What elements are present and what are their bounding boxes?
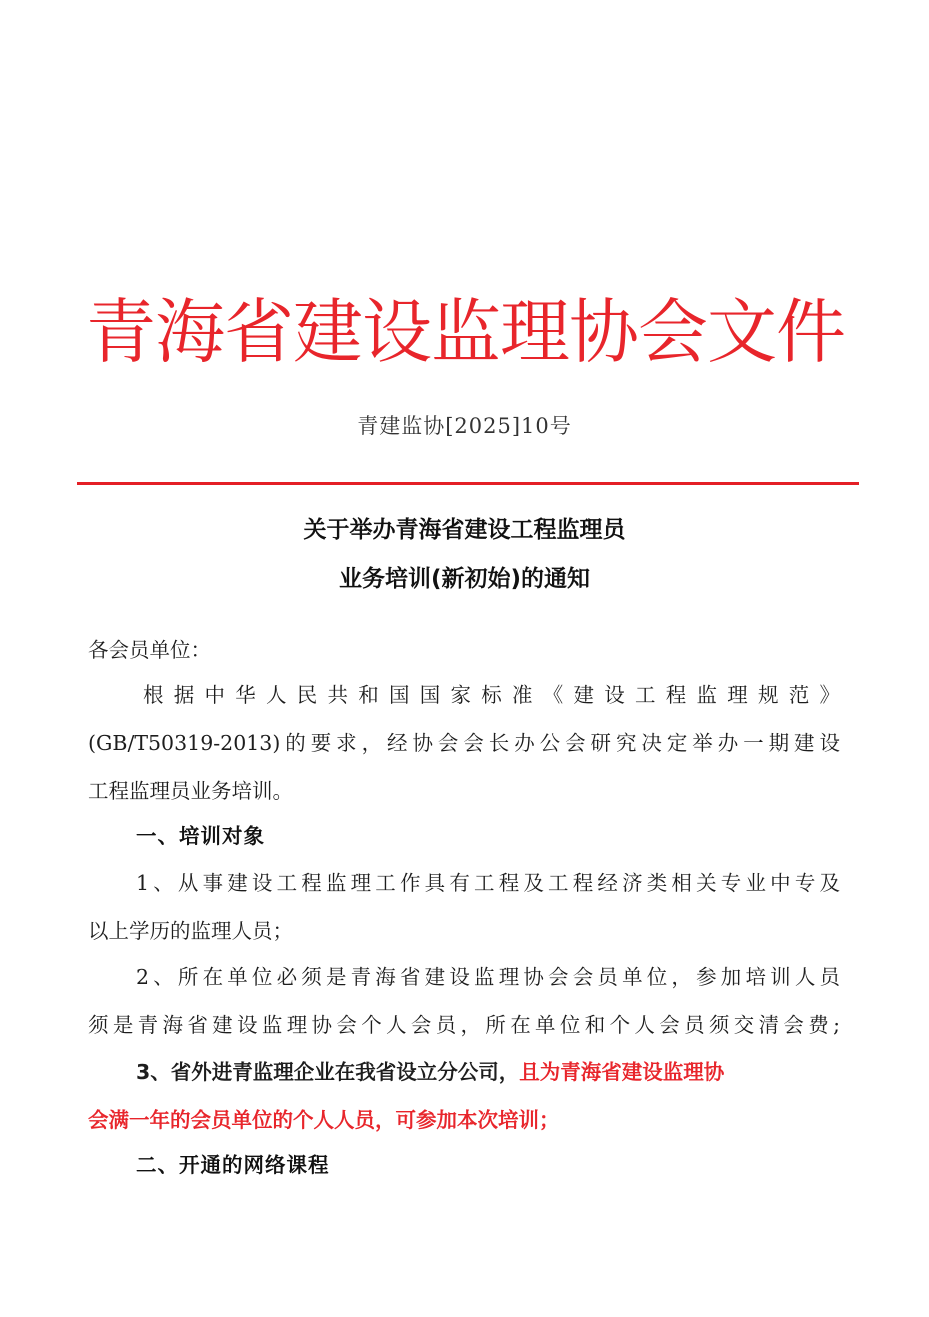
masthead-title: 青海省建设监理协会文件 xyxy=(86,291,845,373)
intro-line-3: 工程监理员业务培训。 xyxy=(88,779,293,803)
salutation: 各会员单位： xyxy=(88,638,211,662)
section-1-heading: 一、培训对象 xyxy=(136,824,265,848)
intro-line-1: 根据中华人民共和国国家标准《建设工程监理规范》 xyxy=(143,683,840,707)
item-2-line-2: 须是青海省建设监理协会个人会员，所在单位和个人会员须交清会费; xyxy=(88,1013,840,1037)
item-2-line-1: 2、所在单位必须是青海省建设监理协会会员单位，参加培训人员 xyxy=(136,965,840,989)
item-3-line-1 xyxy=(136,1048,840,1096)
item-1-line-1: 1、从事建设工程监理工作具有工程及工程经济类相关专业中专及 xyxy=(136,871,840,895)
red-divider xyxy=(77,482,859,485)
notice-title-line-1: 关于举办青海省建设工程监理员 xyxy=(303,517,626,543)
document-number: 青建监协[2025]10号 xyxy=(357,414,572,438)
section-2-heading: 二、开通的网络课程 xyxy=(136,1153,330,1177)
item-1-line-2: 以上学历的监理人员； xyxy=(88,919,293,943)
notice-title-line-2: 业务培训(新初始)的通知 xyxy=(338,566,591,592)
item-3-red-text-2: 会满一年的会员单位的个人人员，可参加本次培训； xyxy=(88,1108,560,1132)
item-3-black-text: 3、省外进青监理企业在我省设立分公司， xyxy=(136,1060,520,1084)
item-3-red-text-1: 且为青海省建设监理协 xyxy=(519,1060,725,1084)
intro-line-2: (GB/T50319-2013)的要求，经协会会长办公会研究决定举办一期建设 xyxy=(88,731,840,755)
